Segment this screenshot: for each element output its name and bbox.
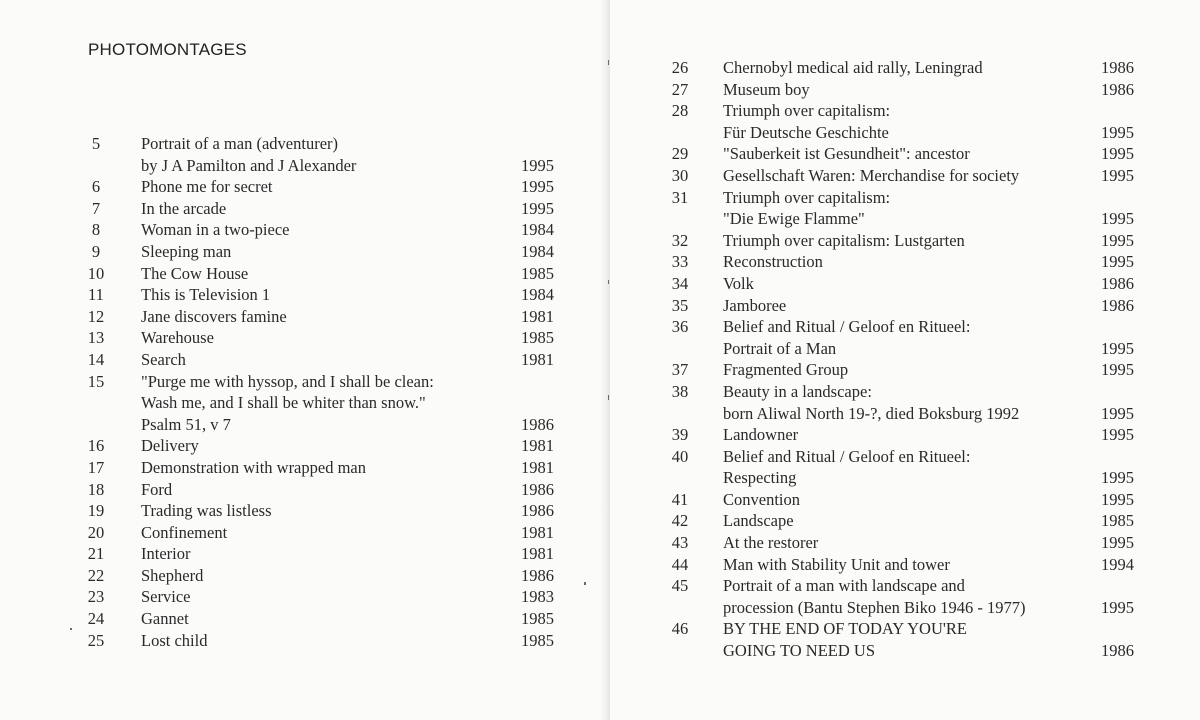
entry-line	[660, 618, 1140, 640]
entry-title: Trading was listless	[141, 501, 272, 521]
left-entry-list	[80, 133, 560, 651]
entry-number: 44	[671, 554, 689, 574]
entry-line	[660, 187, 1140, 209]
entry-line	[660, 403, 1140, 425]
entry-title: Demonstration with wrapped man	[141, 457, 366, 477]
catalogue-entry	[660, 230, 1140, 252]
entry-line	[660, 359, 1140, 381]
entry-number: 43	[671, 533, 689, 553]
entry-number: 29	[671, 144, 689, 164]
entry-title: Chernobyl medical aid rally, Leningrad	[723, 58, 983, 77]
catalogue-entry	[660, 251, 1140, 273]
catalogue-entry	[660, 316, 1140, 359]
entry-title: Landscape	[723, 511, 794, 531]
entry-number: 27	[671, 79, 689, 99]
entry-title: Phone me for secret	[141, 177, 273, 197]
catalogue-entry	[80, 349, 560, 371]
entry-line	[660, 57, 1140, 79]
entry-line	[80, 565, 560, 587]
entry-year: 1984	[521, 241, 554, 261]
entry-title: born Aliwal North 19-?, died Boksburg 1992	[723, 403, 1020, 423]
entry-line	[80, 306, 560, 328]
entry-title: Jane discovers famine	[141, 306, 287, 326]
entry-title: Portrait of a Man	[723, 338, 837, 358]
entry-number: 20	[87, 522, 105, 542]
catalogue-entry	[660, 532, 1140, 554]
catalogue-entry	[660, 424, 1140, 446]
entry-year: 1981	[521, 306, 554, 326]
entry-line	[660, 597, 1140, 619]
catalogue-entry	[80, 133, 560, 176]
entry-title: "Die Ewige Flamme"	[723, 209, 865, 229]
entry-line	[660, 554, 1140, 576]
entry-number: 26	[671, 58, 689, 77]
entry-number: 40	[671, 446, 689, 466]
entry-year: 1995	[1101, 252, 1134, 272]
entry-line	[80, 457, 560, 479]
entry-title: Respecting	[723, 468, 797, 488]
entry-line	[660, 230, 1140, 252]
catalogue-entry	[660, 618, 1140, 661]
scan-speck	[608, 280, 609, 284]
entry-number: 14	[87, 349, 105, 369]
entry-year: 1995	[1101, 360, 1134, 380]
entry-title: "Sauberkeit ist Gesundheit": ancestor	[723, 144, 970, 164]
entry-line	[80, 198, 560, 220]
catalogue-entry	[660, 57, 1140, 79]
entry-line	[80, 608, 560, 630]
entry-number: 13	[87, 328, 105, 348]
scan-speck	[584, 582, 586, 585]
catalogue-entry	[80, 565, 560, 587]
entry-year: 1995	[1101, 597, 1134, 617]
entry-number: 36	[671, 317, 689, 337]
entry-title: Sleeping man	[141, 241, 232, 261]
entry-number: 24	[87, 609, 105, 629]
catalogue-entry	[80, 327, 560, 349]
entry-year: 1995	[1101, 533, 1134, 553]
entry-number: 17	[87, 457, 105, 477]
entry-line	[80, 371, 560, 393]
entry-year: 1981	[521, 436, 554, 456]
entry-line	[660, 273, 1140, 295]
catalogue-entry	[660, 446, 1140, 489]
entry-number: 45	[671, 576, 689, 596]
entry-year: 1984	[521, 220, 554, 240]
entry-line	[80, 284, 560, 306]
entry-line	[80, 176, 560, 198]
entry-line	[660, 143, 1140, 165]
entry-title: Man with Stability Unit and tower	[723, 554, 950, 574]
entry-number: 34	[671, 273, 689, 293]
catalogue-entry	[80, 522, 560, 544]
entry-line	[80, 392, 560, 414]
entry-number: 22	[87, 565, 105, 585]
entry-number: 19	[87, 501, 105, 521]
catalogue-entry	[80, 500, 560, 522]
entry-line	[80, 543, 560, 565]
right-page	[610, 0, 1200, 720]
entry-title: Service	[141, 587, 191, 607]
entry-year: 1995	[1101, 403, 1134, 423]
entry-line	[80, 586, 560, 608]
entry-year: 1985	[521, 328, 554, 348]
catalogue-entry	[80, 306, 560, 328]
entry-title: "Purge me with hyssop, and I shall be clean:	[141, 371, 434, 391]
entry-title: Gesellschaft Waren: Merchandise for society	[723, 165, 1020, 185]
scan-speck	[70, 628, 72, 630]
catalogue-entry	[80, 176, 560, 198]
catalogue-entry	[80, 586, 560, 608]
entry-number: 25	[87, 630, 105, 650]
entry-year: 1981	[521, 544, 554, 564]
entry-year: 1986	[1101, 273, 1134, 293]
entry-line	[660, 467, 1140, 489]
entry-number: 23	[87, 587, 105, 607]
catalogue-entry	[80, 435, 560, 457]
entry-number: 8	[91, 220, 101, 240]
catalogue-entry	[660, 359, 1140, 381]
catalogue-entry	[660, 273, 1140, 295]
entry-line	[660, 446, 1140, 468]
entry-line	[660, 381, 1140, 403]
catalogue-entry	[660, 187, 1140, 230]
entry-number: 46	[671, 619, 689, 639]
entry-title: The Cow House	[141, 263, 249, 283]
entry-number: 18	[87, 479, 105, 499]
catalogue-entry	[660, 165, 1140, 187]
entry-line	[80, 349, 560, 371]
entry-line	[660, 208, 1140, 230]
entry-number: 31	[671, 187, 689, 207]
entry-year: 1995	[1101, 144, 1134, 164]
entry-year: 1995	[1101, 489, 1134, 509]
entry-year: 1985	[521, 609, 554, 629]
entry-title: Museum boy	[723, 79, 810, 99]
catalogue-entry	[660, 381, 1140, 424]
entry-title: Gannet	[141, 609, 189, 629]
entry-year: 1981	[521, 522, 554, 542]
entry-title: Ford	[141, 479, 173, 499]
entry-year: 1995	[1101, 468, 1134, 488]
catalogue-entry	[660, 575, 1140, 618]
entry-title: Interior	[141, 544, 191, 564]
catalogue-entry	[80, 263, 560, 285]
entry-year: 1986	[1101, 58, 1134, 77]
catalogue-entry	[660, 79, 1140, 101]
entry-year: 1995	[1101, 338, 1134, 358]
entry-line	[660, 489, 1140, 511]
entry-title: Confinement	[141, 522, 228, 542]
entry-title: Psalm 51, v 7	[141, 414, 231, 434]
catalogue-entry	[660, 510, 1140, 532]
entry-number: 41	[671, 489, 689, 509]
entry-year: 1986	[521, 501, 554, 521]
entry-title: Reconstruction	[723, 252, 823, 272]
entry-title: Landowner	[723, 425, 799, 445]
entry-title: In the arcade	[141, 198, 227, 218]
entry-number: 37	[671, 360, 689, 380]
entry-year: 1981	[521, 349, 554, 369]
entry-line	[660, 100, 1140, 122]
catalogue-entry	[660, 143, 1140, 165]
catalogue-entry	[80, 457, 560, 479]
entry-number: 32	[671, 230, 689, 250]
entry-line	[660, 338, 1140, 360]
entry-number: 35	[671, 295, 689, 315]
entry-year: 1986	[1101, 295, 1134, 315]
entry-title: Lost child	[141, 630, 208, 650]
entry-year: 1985	[521, 630, 554, 650]
entry-title: Triumph over capitalism:	[723, 101, 891, 121]
entry-line	[660, 575, 1140, 597]
entry-line	[660, 165, 1140, 187]
entry-number: 28	[671, 101, 689, 121]
entry-title: Portrait of a man (adventurer)	[141, 134, 339, 153]
catalogue-entry	[80, 608, 560, 630]
entry-title: Volk	[723, 273, 754, 293]
entry-year: 1985	[1101, 511, 1134, 531]
entry-year: 1995	[1101, 122, 1134, 142]
entry-line	[80, 241, 560, 263]
entry-title: Belief and Ritual / Geloof en Ritueel:	[723, 317, 971, 337]
entry-year: 1995	[1101, 230, 1134, 250]
entry-year: 1995	[521, 177, 554, 197]
entry-line	[660, 424, 1140, 446]
entry-title: Convention	[723, 489, 800, 509]
entry-line	[660, 251, 1140, 273]
entry-year: 1995	[521, 155, 554, 175]
entry-line	[660, 122, 1140, 144]
entry-number: 12	[87, 306, 105, 326]
entry-year: 1995	[1101, 425, 1134, 445]
catalogue-entry	[660, 489, 1140, 511]
entry-number: 38	[671, 381, 689, 401]
catalogue-entry	[660, 554, 1140, 576]
entry-line	[80, 155, 560, 177]
entry-title: Portrait of a man with landscape and	[723, 576, 965, 596]
entry-title: Triumph over capitalism: Lustgarten	[723, 230, 965, 250]
entry-year: 1986	[1101, 79, 1134, 99]
entry-year: 1985	[521, 263, 554, 283]
scan-speck	[608, 60, 609, 65]
entry-line	[660, 532, 1140, 554]
entry-title: Warehouse	[141, 328, 214, 348]
entry-line	[80, 435, 560, 457]
entry-line	[80, 263, 560, 285]
entry-title: At the restorer	[723, 533, 819, 553]
catalogue-entry	[80, 284, 560, 306]
entry-title: Woman in a two-piece	[141, 220, 290, 240]
entry-line	[660, 79, 1140, 101]
entry-number: 16	[87, 436, 105, 456]
entry-year: 1986	[521, 479, 554, 499]
section-title: PHOTOMONTAGES	[88, 40, 247, 59]
entry-line	[80, 522, 560, 544]
entry-number: 42	[671, 511, 689, 531]
entry-year: 1981	[521, 457, 554, 477]
entry-line	[660, 510, 1140, 532]
entry-year: 1986	[521, 565, 554, 585]
entry-title: Beauty in a landscape:	[723, 381, 872, 401]
entry-year: 1994	[1101, 554, 1134, 574]
entry-number: 6	[91, 177, 101, 197]
catalogue-entry	[80, 479, 560, 501]
entry-line	[80, 479, 560, 501]
entry-title: Belief and Ritual / Geloof en Ritueel:	[723, 446, 971, 466]
entry-number: 21	[87, 544, 105, 564]
entry-title: Für Deutsche Geschichte	[723, 122, 889, 142]
catalogue-entry	[80, 371, 560, 436]
entry-year: 1995	[1101, 165, 1134, 185]
catalogue-entry	[80, 198, 560, 220]
entry-title: Wash me, and I shall be whiter than snow."	[141, 393, 426, 413]
entry-year: 1986	[521, 414, 554, 434]
catalogue-entry	[660, 295, 1140, 317]
entry-line	[80, 630, 560, 652]
entry-title: Shepherd	[141, 565, 204, 585]
entry-line	[80, 327, 560, 349]
catalogue-entry	[660, 100, 1140, 143]
entry-title: Search	[141, 349, 186, 369]
entry-number: 30	[671, 165, 689, 185]
entry-title: This is Television 1	[141, 285, 271, 305]
entry-title: Jamboree	[723, 295, 787, 315]
entry-line	[660, 316, 1140, 338]
entry-line	[80, 500, 560, 522]
entry-year: 1995	[521, 198, 554, 218]
entry-year: 1995	[1101, 209, 1134, 229]
entry-title: by J A Pamilton and J Alexander	[141, 155, 357, 175]
entry-line	[80, 219, 560, 241]
catalogue-entry	[80, 630, 560, 652]
catalogue-entry	[80, 543, 560, 565]
catalogue-entry	[80, 241, 560, 263]
right-entry-list	[660, 57, 1140, 662]
entry-title: procession (Bantu Stephen Biko 1946 - 1977)	[723, 597, 1026, 617]
entry-year: 1983	[521, 587, 554, 607]
entry-number: 10	[87, 263, 105, 283]
entry-year: 1986	[1101, 641, 1134, 661]
entry-title: Fragmented Group	[723, 360, 849, 380]
entry-number: 39	[671, 425, 689, 445]
entry-title: BY THE END OF TODAY YOU'RE	[723, 619, 967, 639]
entry-title: GOING TO NEED US	[723, 641, 876, 661]
entry-line	[80, 414, 560, 436]
entry-number: 11	[88, 285, 104, 305]
entry-number: 9	[91, 241, 101, 261]
entry-title: Triumph over capitalism:	[723, 187, 891, 207]
catalogue-entry	[80, 219, 560, 241]
entry-line	[80, 133, 560, 155]
entry-number: 33	[671, 252, 689, 272]
entry-number: 15	[87, 371, 105, 391]
scan-speck	[608, 395, 609, 400]
entry-year: 1984	[521, 285, 554, 305]
entry-title: Delivery	[141, 436, 199, 456]
entry-line	[660, 295, 1140, 317]
entry-number: 7	[91, 198, 101, 218]
entry-number: 5	[91, 134, 101, 153]
entry-line	[660, 640, 1140, 662]
